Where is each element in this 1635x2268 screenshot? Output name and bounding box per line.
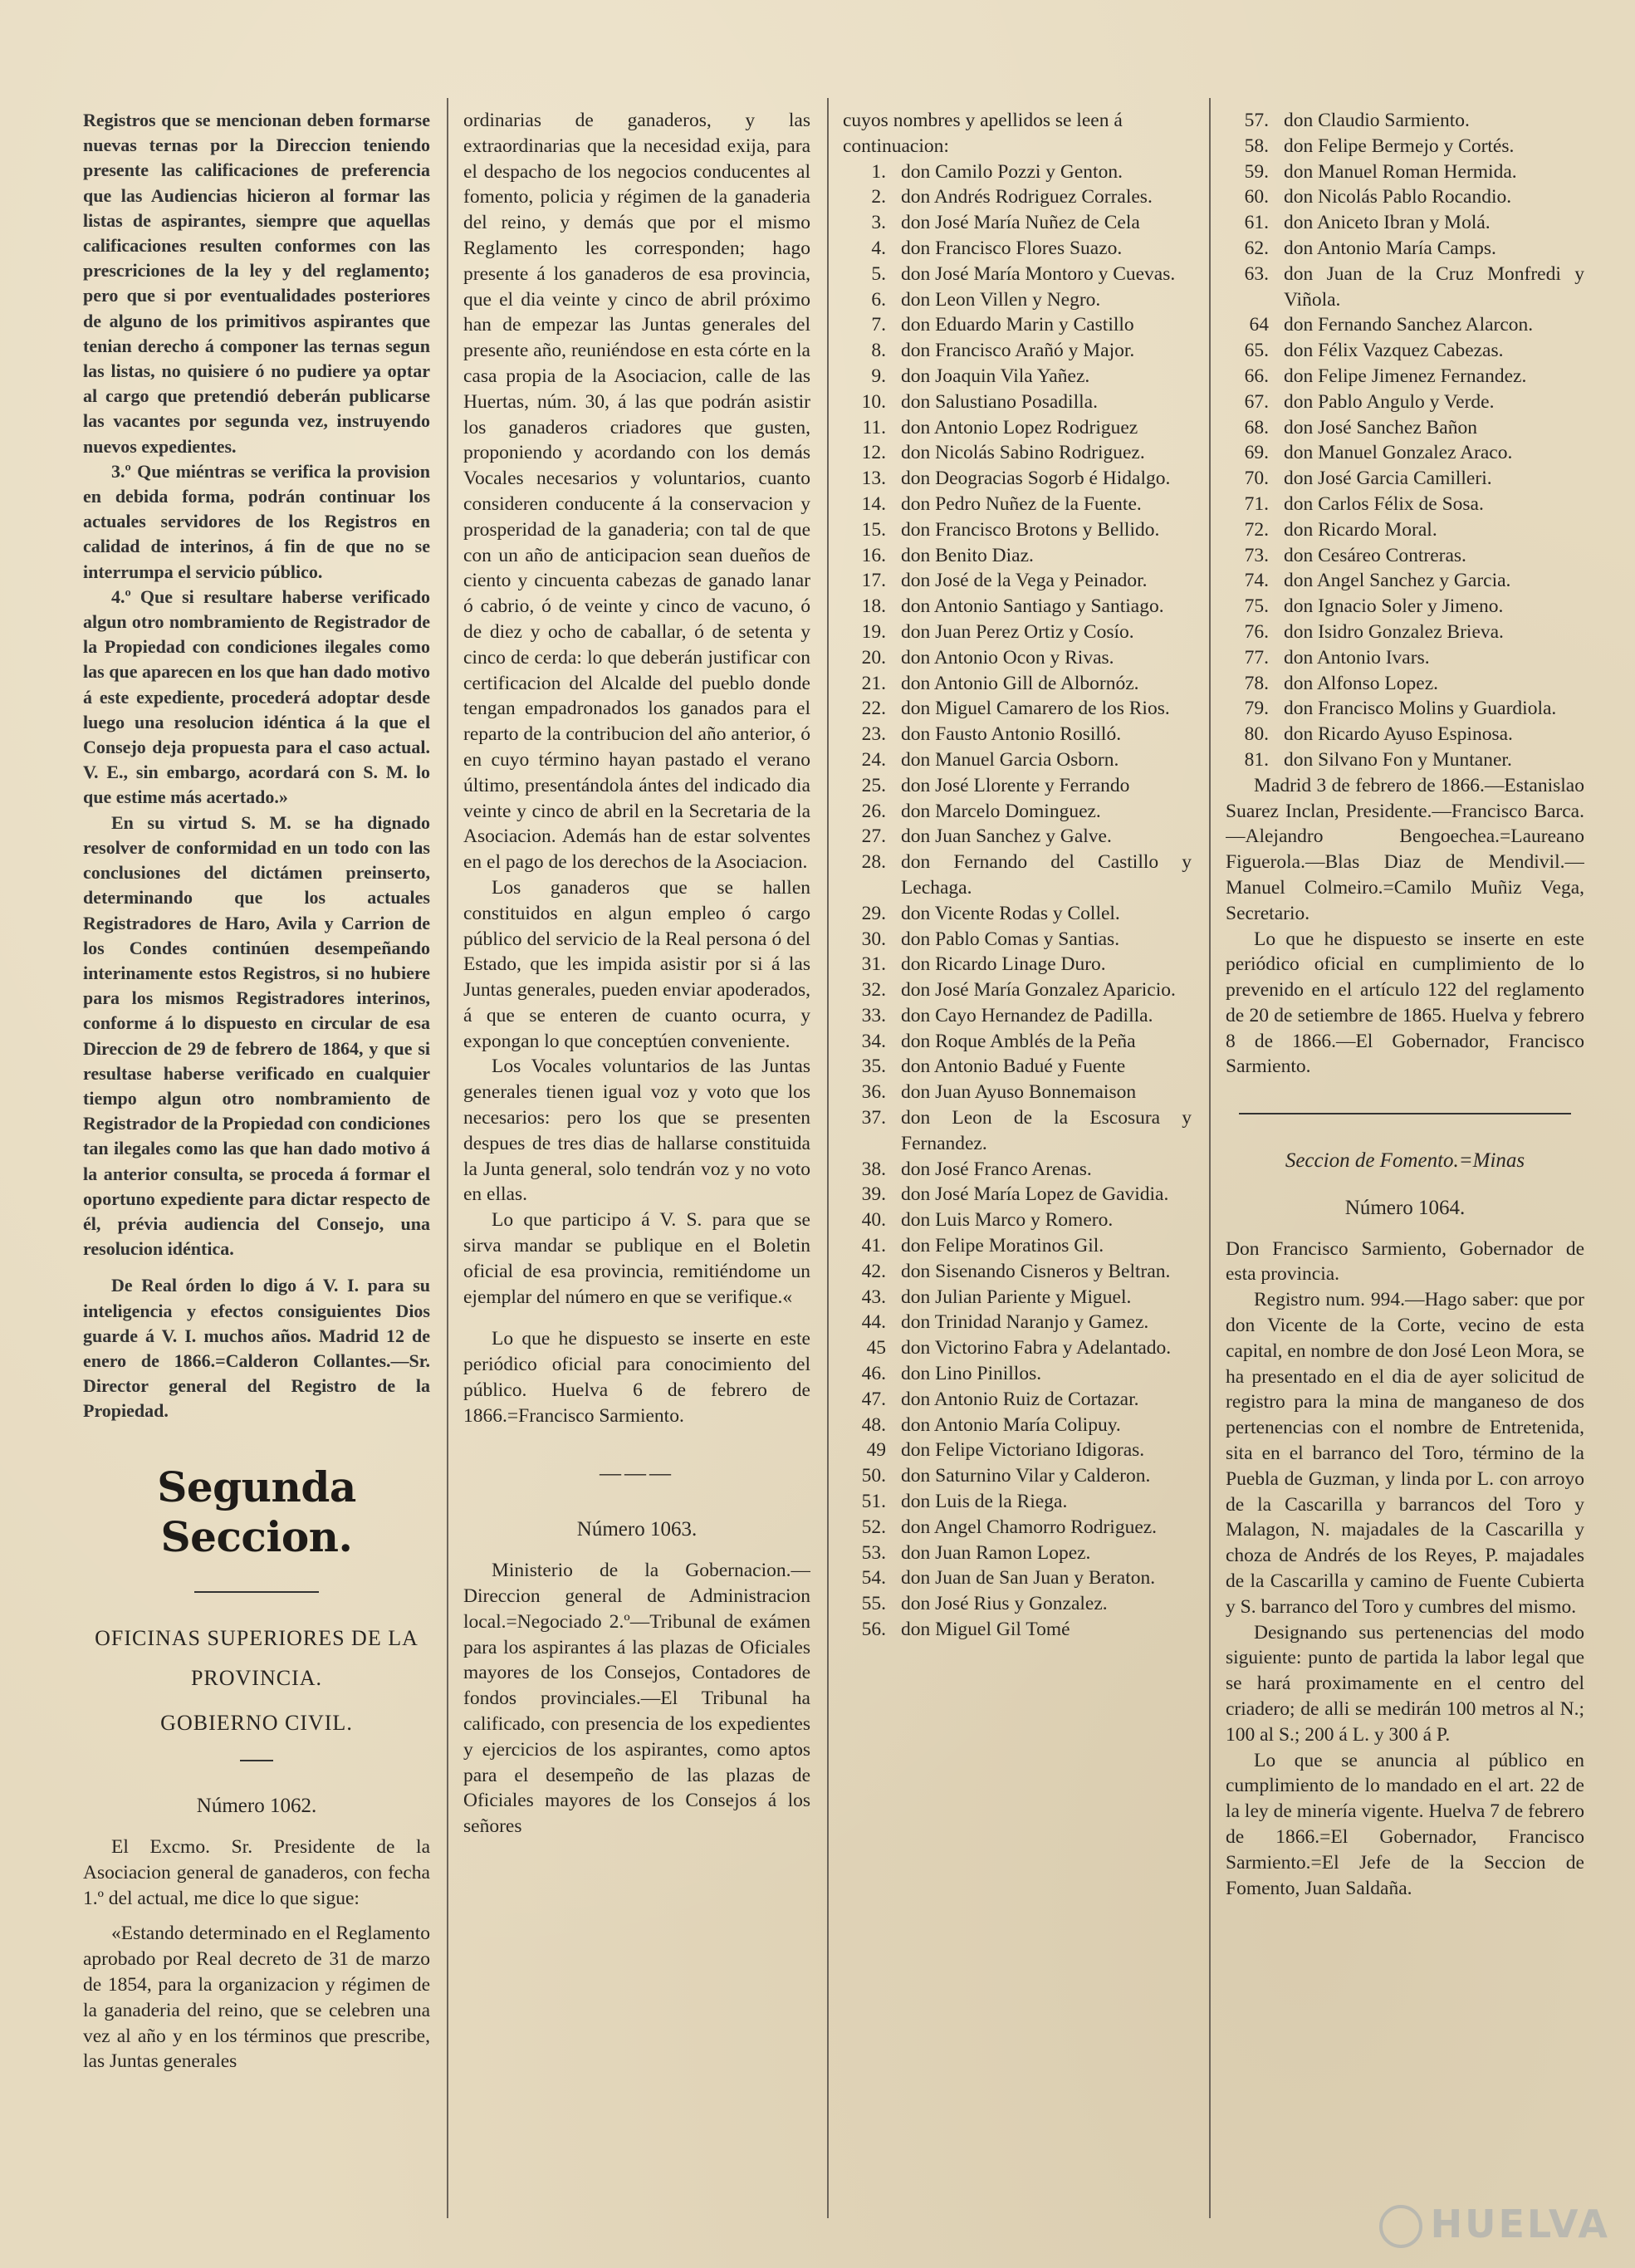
name-entry: [843, 1003, 1192, 1029]
name-entry: [843, 1617, 1192, 1643]
entry-number: 40.: [861, 1209, 886, 1232]
entry-number: 64: [1249, 314, 1269, 336]
entry-name: don José de la Vega y Peinador.: [901, 570, 1148, 592]
separator: ———: [600, 1460, 674, 1485]
name-entry: [1226, 671, 1584, 697]
entry-number: 50.: [861, 1465, 886, 1487]
entry-number: 43.: [861, 1286, 886, 1308]
paragraph: ordinarias de ganaderos, y las extraordinarias que la necesidad exija, para el despacho de los negocios conducentes al fomento, policia y régimen de la ganaderia del reino, y demás que por el mismo Reglamento les corresponden; hago presente á los ganaderos de esa provincia, que el dia veinte y cinco de abril próximo han de empezar las Juntas generales del presente año, reuniéndose en esta córte en la casa propia de la Asociacion, calle de las Huertas, núm. 30, á las que podrán asistir los ganaderos criadores que gusten, proponiendo y acordando con los demás Vocales necesarios y voluntarios, cuanto consideren conducente á la conservacion y prosperidad de la ganaderia; con tal de que con un año de anticipacion sean dueños de ciento y cincuenta cabezas de ganado lanar ó cabrio, ó de veinte y cinco de vacuno, ó de diez y ocho de caballar, ó de setenta y cinco de cerda: lo que deberán justificar con certificacion del Alcalde del pueblo donde tengan empadronados los ganados para el reparto de la contribucion del año anterior, ó en cuyo término hayan pastado el verano último, presentándola ántes del indicado dia veinte y cinco de abril en la Secretaria de la Asociacion. Además han de estar solventes en el pago de los derechos de la Asociacion.: [463, 110, 810, 874]
name-entry: [843, 1565, 1192, 1591]
name-entry: [843, 492, 1192, 517]
name-entry: [843, 312, 1192, 338]
entry-number: 1.: [871, 160, 886, 183]
name-entry: [843, 1233, 1192, 1259]
entry-number: 39.: [861, 1183, 886, 1206]
name-entry: [843, 620, 1192, 645]
entry-number: 44.: [861, 1311, 886, 1334]
name-entry: [843, 364, 1192, 389]
entry-name: don Benito Diaz.: [901, 544, 1034, 566]
entry-number: 60.: [1244, 186, 1269, 208]
name-entry: [1226, 722, 1584, 747]
entry-number: 37.: [861, 1107, 886, 1129]
entry-name: don Ricardo Ayuso Espinosa.: [1284, 723, 1513, 746]
entry-name: don Antonio María Colipuy.: [901, 1413, 1121, 1436]
paragraph: «Estando determinado en el Reglamento aprobado por Real decreto de 31 de marzo de 1854, para la organizacion y régimen de la ganaderia del reino, que se celebren una vez al año y en los términos que prescribe, las Juntas generales: [83, 1923, 430, 2073]
name-entry: [1226, 645, 1584, 671]
names-list: [1226, 108, 1584, 773]
office-heading: OFICINAS SUPERIORES DE LA: [95, 1626, 419, 1651]
entry-name: don Pablo Comas y Santias.: [901, 928, 1120, 950]
name-entry: [843, 1335, 1192, 1361]
entry-name: don Felipe Jimenez Fernandez.: [1284, 365, 1527, 387]
name-entry: [843, 184, 1192, 210]
entry-name: don Antonio Ocon y Rivas.: [901, 646, 1114, 669]
name-entry: [1226, 415, 1584, 441]
name-entry: [843, 1438, 1192, 1463]
section-title: Segunda Seccion.: [157, 1462, 356, 1561]
name-entry: [843, 415, 1192, 441]
entry-number: 56.: [861, 1619, 886, 1641]
entry-number: 72.: [1244, 518, 1269, 541]
entry-number: 19.: [861, 620, 886, 643]
name-entry: [1226, 236, 1584, 262]
entry-name: don Silvano Fon y Muntaner.: [1284, 748, 1512, 771]
name-entry: [1226, 568, 1584, 594]
ornament-divider: [1226, 1100, 1584, 1125]
paragraph: Los ganaderos que se hallen constituidos en algun empleo ó cargo público del servicio de la Real persona ó del Estado, que les impida asistir por si á las Juntas generales, pueden enviar apoderados, á que se enteren de cuanto ocurra, y expongan lo que conceptúen conveniente.: [463, 876, 810, 1052]
ornament-divider: [83, 1579, 430, 1604]
name-entry: [843, 850, 1192, 901]
entry-number: 38.: [861, 1158, 886, 1180]
entry-name: don José María Montoro y Cuevas.: [901, 262, 1176, 285]
column-rule: [827, 98, 829, 2218]
paragraph: 3.º Que miéntras se verifica la provision en debida forma, podrán continuar los actuales servidores de los Registros en calidad de interinos, á fin de que no se interrumpa el servicio público.: [83, 460, 430, 582]
name-entry: [843, 1182, 1192, 1207]
entry-name: don Juan Perez Ortiz y Cosío.: [901, 620, 1134, 643]
name-entry: [843, 1285, 1192, 1310]
entry-number: 23.: [861, 723, 886, 746]
entry-number: 13.: [861, 468, 886, 490]
entry-name: don Lino Pinillos.: [901, 1363, 1042, 1385]
entry-number: 55.: [861, 1593, 886, 1615]
name-entry: [1226, 134, 1584, 159]
entry-name: don Andrés Rodriguez Corrales.: [901, 186, 1153, 208]
watermark: [1379, 2202, 1610, 2249]
entry-number: 9.: [871, 365, 886, 387]
paragraph: Ministerio de la Gobernacion.—Direccion general de Administracion local.=Negociado 2.º—Tribunal de exámen para los aspirantes á las plazas de Oficiales mayores de los Consejos, Contadores de fondos provinciales.—El Tribunal ha calificado, con presencia de los expedientes y ejercicios de los aspirantes, como aptos para el desempeño de las plazas de Oficiales mayores de los Consejos á los señores: [463, 1560, 810, 1838]
entry-number: 12.: [861, 442, 886, 464]
entry-name: don Leon Villen y Negro.: [901, 288, 1101, 311]
entry-name: don Felipe Bermejo y Cortés.: [1284, 135, 1515, 157]
entry-name: don Trinidad Naranjo y Gamez.: [901, 1311, 1149, 1334]
entry-number: 41.: [861, 1235, 886, 1257]
names-list: [843, 159, 1192, 1643]
name-entry: [1226, 184, 1584, 210]
entry-name: don Camilo Pozzi y Genton.: [901, 160, 1123, 183]
name-entry: [843, 517, 1192, 543]
name-entry: [843, 159, 1192, 185]
name-entry: [1226, 517, 1584, 543]
entry-name: don Antonio Ivars.: [1284, 646, 1430, 669]
name-entry: [1226, 338, 1584, 364]
entry-name: don Joaquin Vila Yañez.: [901, 365, 1090, 387]
name-entry: [1226, 466, 1584, 492]
entry-name: don Juan de la Cruz Monfredi y Viñola.: [1284, 262, 1584, 311]
column-rule: [447, 98, 448, 2218]
name-entry: [843, 338, 1192, 364]
entry-number: 5.: [871, 262, 886, 285]
entry-name: don Ricardo Linage Duro.: [901, 953, 1106, 976]
entry-name: don Manuel Gonzalez Araco.: [1284, 442, 1513, 464]
entry-name: don Leon de la Escosura y Fernandez.: [901, 1107, 1192, 1154]
column-3: [843, 108, 1192, 2218]
paragraph: El Excmo. Sr. Presidente de la Asociacion general de ganaderos, con fecha 1.º del actual, me dice lo que sigue:: [83, 1835, 430, 1909]
entry-name: don Francisco Arañó y Major.: [901, 340, 1135, 362]
entry-name: don Antonio Gill de Albornóz.: [901, 672, 1139, 694]
name-entry: [1226, 594, 1584, 620]
name-entry: [843, 747, 1192, 773]
entry-name: don Nicolás Pablo Rocandio.: [1284, 186, 1512, 208]
name-entry: [1226, 312, 1584, 338]
entry-name: don Luis de la Riega.: [901, 1491, 1068, 1513]
paragraph: Designando sus pertenencias del modo siguiente: punto de partida la labor legal que se hará proximamente en el centro del criadero; de alli se medirán 100 metros al N.; 100 al S.; 200 á L. y 300 á P.: [1226, 1621, 1584, 1746]
entry-name: don Deogracias Sogorb é Hidalgo.: [901, 468, 1171, 490]
name-entry: [1226, 364, 1584, 389]
entry-name: don Vicente Rodas y Collel.: [901, 902, 1120, 924]
entry-name: don Felipe Moratinos Gil.: [901, 1235, 1104, 1257]
entry-name: don Saturnino Vilar y Calderon.: [901, 1465, 1151, 1487]
entry-number: 78.: [1244, 672, 1269, 694]
name-entry: [843, 262, 1192, 287]
entry-name: don Pablo Angulo y Verde.: [1284, 390, 1495, 413]
watermark-logo-icon: [1379, 2205, 1422, 2248]
paragraph: De Real órden lo digo á V. I. para su inteligencia y efectos consiguientes Dios guarde á V. I. muchos años. Madrid 12 de enero de 1866.=Calderon Collantes.—Sr. Director general del Registro de la Propiedad.: [83, 1275, 430, 1422]
name-entry: [843, 1541, 1192, 1566]
entry-number: 69.: [1244, 442, 1269, 464]
entry-name: don Juan Ayuso Bonnemaison: [901, 1081, 1137, 1104]
name-entry: [1226, 389, 1584, 415]
entry-name: don Félix Vazquez Cabezas.: [1284, 340, 1504, 362]
entry-name: don Miguel Gil Tomé: [901, 1619, 1070, 1641]
entry-number: 4.: [871, 237, 886, 259]
entry-number: 66.: [1244, 365, 1269, 387]
name-entry: [1226, 440, 1584, 466]
entry-name: don José Llorente y Ferrando: [901, 774, 1130, 796]
entry-name: don Marcelo Dominguez.: [901, 800, 1101, 822]
name-entry: [1226, 696, 1584, 722]
name-entry: [843, 287, 1192, 313]
name-entry: [843, 1259, 1192, 1285]
name-entry: [843, 722, 1192, 747]
entry-name: don Fernando del Castillo y Lechaga.: [901, 851, 1192, 899]
entry-number: 11.: [862, 416, 886, 438]
entry-name: don Pedro Nuñez de la Fuente.: [901, 492, 1142, 515]
entry-number: 45: [866, 1337, 886, 1359]
entry-name: don José Rius y Gonzalez.: [901, 1593, 1108, 1615]
entry-name: don Luis Marco y Romero.: [901, 1209, 1114, 1232]
entry-name: don Antonio Santiago y Santiago.: [901, 595, 1164, 618]
entry-name: don Francisco Brotons y Bellido.: [901, 518, 1160, 541]
entry-number: 30.: [861, 928, 886, 950]
entry-name: don Felipe Victoriano Idigoras.: [901, 1439, 1145, 1462]
name-entry: [843, 977, 1192, 1003]
entry-number: 70.: [1244, 468, 1269, 490]
paragraph: En su virtud S. M. se ha dignado resolver de conformidad en un todo con las conclusiones del dictámen preinserto, determinando que los actuales Registradores de Haro, Avila y Carrion de los Condes continúen desempeñando interinamente estos Registros, si no hubiere para los mismos Registradores interinos, conforme á lo dispuesto en circular de esa Direccion de 29 de febrero de 1864, y que si resultase haberse verificado en cualquier tiempo algun otro nombramiento de Registrador de la Propiedad con condiciones tan ilegales como las que han dado motivo á la anterior consulta, se proceda á formar el oportuno expediente para dictar respecto de él, prévia audiencia del Consejo, una resolucion idéntica.: [83, 811, 430, 1260]
entry-name: don José Garcia Camilleri.: [1284, 468, 1492, 490]
column-rule: [1209, 98, 1211, 2218]
name-entry: [843, 594, 1192, 620]
entry-name: don Roque Amblés de la Peña: [901, 1030, 1136, 1052]
paragraph: Lo que participo á V. S. para que se sirva mandar se publique en el Boletin oficial de esa provincia, remitiéndome un ejemplar del número en que se verifique.«: [463, 1209, 810, 1308]
entry-number: 36.: [861, 1081, 886, 1104]
name-entry: [843, 696, 1192, 722]
entry-number: 25.: [861, 774, 886, 796]
entry-number: 58.: [1244, 135, 1269, 157]
name-entry: [843, 1207, 1192, 1233]
name-entry: [1226, 108, 1584, 134]
entry-name: don Antonio María Camps.: [1284, 237, 1496, 259]
name-entry: [843, 1157, 1192, 1183]
entry-number: 74.: [1244, 570, 1269, 592]
entry-number: 24.: [861, 748, 886, 771]
entry-name: don Francisco Flores Suazo.: [901, 237, 1123, 259]
entry-name: don Ricardo Moral.: [1284, 518, 1437, 541]
paragraph: Lo que he dispuesto se inserte en este periódico oficial para conocimiento del público. Huelva 6 de febrero de 1866.=Francisco Sarmiento.: [463, 1328, 810, 1427]
name-entry: [1226, 159, 1584, 185]
entry-number: 32.: [861, 979, 886, 1002]
section-heading: Seccion de Fomento.=Minas: [1285, 1149, 1525, 1173]
entry-number: 47.: [861, 1388, 886, 1410]
entry-number: 16.: [861, 544, 886, 566]
paragraph: Lo que he dispuesto se inserte en este periódico oficial en cumplimiento de lo prevenido en el artículo 122 del reglamento de 20 de setiembre de 1865. Huelva y febrero 8 de 1866.—El Gobernador, Francisco Sarmiento.: [1226, 928, 1584, 1078]
entry-number: 27.: [861, 825, 886, 848]
name-entry: [843, 1489, 1192, 1515]
entry-name: don Miguel Camarero de los Rios.: [901, 698, 1170, 720]
name-entry: [843, 466, 1192, 492]
entry-number: 14.: [861, 492, 886, 515]
column-1: [83, 108, 430, 2218]
entry-number: 7.: [871, 314, 886, 336]
name-entry: [1226, 543, 1584, 569]
office-heading: PROVINCIA.: [190, 1666, 323, 1691]
paragraph: 4.º Que si resultare haberse verificado algun otro nombramiento de Registrador de la Propiedad con condiciones ilegales como las que aparecen en los que han dado motivo á este expediente, procederá adoptar desde luego una resolucion idéntica á la que el Consejo deja propuesta para el caso actual. V. E., sin embargo, acordará con S. M. lo que estime más acertado.»: [83, 585, 430, 808]
entry-number: 77.: [1244, 646, 1269, 669]
entry-name: don Fausto Antonio Rosilló.: [901, 723, 1122, 746]
name-entry: [843, 1413, 1192, 1438]
entry-name: don Juan Sanchez y Galve.: [901, 825, 1112, 848]
entry-name: don Antonio Lopez Rodriguez: [901, 416, 1138, 438]
watermark-text: HUELVA: [1430, 2201, 1610, 2246]
entry-name: don Nicolás Sabino Rodriguez.: [901, 442, 1145, 464]
paragraph: Registros que se mencionan deben formarse nuevas ternas por la Direccion teniendo presente las calificaciones de preferencia que las Audiencias hicieron al formar las listas de aspirantes, siempre que aquellas calificaciones resulten conformes con las prescriciones de la ley y del reglamento; pero que si por eventualidades posteriores de alguno de los primitivos aspirantes que tenian derecho á componer las ternas segun las listas, no quisiere ó no pudiere ya optar al cargo que pretendió deberán publicarse las vacantes por segunda vez, instruyendo nuevos expedientes.: [83, 110, 430, 457]
entry-number: 81.: [1244, 748, 1269, 771]
entry-name: don Alfonso Lopez.: [1284, 672, 1439, 694]
name-entry: [843, 440, 1192, 466]
entry-name: don Fernando Sanchez Alarcon.: [1284, 314, 1534, 336]
name-entry: [1226, 747, 1584, 773]
entry-name: don Cayo Hernandez de Padilla.: [901, 1004, 1153, 1026]
paragraph: Los Vocales voluntarios de las Juntas generales tienen igual voz y voto que los necesarios: pero los que se presenten despues de tres dias de hallarse constituida la Junta general, solo tendrán voz y no voto en ellas.: [463, 1056, 810, 1206]
name-entry: [843, 1310, 1192, 1335]
name-entry: [843, 671, 1192, 697]
column-4: [1226, 108, 1584, 2218]
notice-number: Número 1062.: [196, 1795, 317, 1818]
name-entry: [843, 236, 1192, 262]
name-entry: [843, 1515, 1192, 1541]
name-entry: [843, 773, 1192, 799]
entry-number: 2.: [871, 186, 886, 208]
name-entry: [843, 927, 1192, 953]
entry-number: 20.: [861, 646, 886, 669]
paragraph: Don Francisco Sarmiento, Gobernador de esta provincia.: [1226, 1237, 1584, 1286]
entry-name: don José María Lopez de Gavidia.: [901, 1183, 1169, 1206]
entry-number: 57.: [1244, 110, 1269, 131]
entry-number: 6.: [871, 288, 886, 311]
entry-number: 42.: [861, 1260, 886, 1282]
paragraph: Registro num. 994.—Hago saber: que por don Vicente de la Corte, vecino de esta capital, en nombre de don José Leon Mora, se ha presentado en el dia de ayer solicitud de registro para la mina de manganeso de dos pertenencias con el nombre de Entretenida, sita en el barranco del Toro, término de la Puebla de Guzman, y linda por L. con arroyo de la Cascarilla y barrancos del Toro y Malagon, N. majadales de la Cascarilla y choza de Andrés de los Reyes, P. majadales de la Cascarilla y camino de Fuente Cubierta y S. barranco del Toro y cumbres del mismo.: [1226, 1289, 1584, 1618]
entry-number: 28.: [861, 851, 886, 874]
name-entry: [843, 1105, 1192, 1157]
name-entry: [843, 901, 1192, 927]
entry-number: 49: [866, 1439, 886, 1462]
entry-number: 34.: [861, 1030, 886, 1052]
entry-number: 76.: [1244, 620, 1269, 643]
entry-name: don Francisco Molins y Guardiola.: [1284, 698, 1557, 720]
name-entry: [843, 1387, 1192, 1413]
entry-number: 21.: [861, 672, 886, 694]
entry-name: don Claudio Sarmiento.: [1284, 110, 1470, 131]
name-entry: [843, 1591, 1192, 1617]
entry-name: don Angel Sanchez y Garcia.: [1284, 570, 1511, 592]
entry-number: 3.: [871, 212, 886, 234]
name-entry: [843, 645, 1192, 671]
name-entry: [1226, 262, 1584, 313]
entry-number: 52.: [861, 1516, 886, 1538]
entry-name: don José Sanchez Bañon: [1284, 416, 1477, 438]
entry-number: 10.: [861, 390, 886, 413]
entry-number: 26.: [861, 800, 886, 822]
entry-number: 79.: [1244, 698, 1269, 720]
entry-number: 51.: [861, 1491, 886, 1513]
entry-name: don Manuel Garcia Osborn.: [901, 748, 1119, 771]
entry-number: 46.: [861, 1363, 886, 1385]
entry-name: don Julian Pariente y Miguel.: [901, 1286, 1132, 1308]
entry-number: 8.: [871, 340, 886, 362]
name-entry: [1226, 620, 1584, 645]
paragraph: Lo que se anuncia al público en cumplimiento de lo mandado en el art. 22 de la ley de minería vigente. Huelva 7 de febrero de 1866.=El Gobernador, Francisco Sarmiento.=El Jefe de la Seccion de Fomento, Juan Saldaña.: [1226, 1749, 1584, 1899]
entry-number: 62.: [1244, 237, 1269, 259]
entry-number: 67.: [1244, 390, 1269, 413]
name-entry: [843, 1361, 1192, 1387]
entry-number: 54.: [861, 1567, 886, 1590]
name-entry: [843, 1054, 1192, 1080]
paragraph: cuyos nombres y apellidos se leen á continuacion:: [843, 110, 1123, 157]
entry-name: don Juan de San Juan y Beraton.: [901, 1567, 1156, 1590]
entry-number: 63.: [1244, 262, 1269, 285]
entry-number: 53.: [861, 1541, 886, 1564]
name-entry: [843, 1080, 1192, 1105]
entry-name: don Juan Ramon Lopez.: [901, 1541, 1091, 1564]
name-entry: [843, 389, 1192, 415]
name-entry: [843, 1463, 1192, 1489]
entry-name: don Antonio Ruiz de Cortazar.: [901, 1388, 1139, 1410]
entry-name: don José Franco Arenas.: [901, 1158, 1092, 1180]
entry-number: 61.: [1244, 212, 1269, 234]
entry-name: don Eduardo Marin y Castillo: [901, 314, 1134, 336]
entry-number: 75.: [1244, 595, 1269, 618]
entry-number: 68.: [1244, 416, 1269, 438]
name-entry: [843, 543, 1192, 569]
name-entry: [843, 799, 1192, 825]
entry-name: don José María Gonzalez Aparicio.: [901, 979, 1176, 1002]
name-entry: [843, 952, 1192, 977]
entry-number: 71.: [1244, 492, 1269, 515]
entry-number: 35.: [861, 1056, 886, 1078]
entry-number: 33.: [861, 1004, 886, 1026]
name-entry: [843, 824, 1192, 850]
entry-name: don José María Nuñez de Cela: [901, 212, 1140, 234]
entry-number: 31.: [861, 953, 886, 976]
entry-name: don Antonio Badué y Fuente: [901, 1056, 1126, 1078]
entry-name: don Aniceto Ibran y Molá.: [1284, 212, 1491, 234]
paragraph: Madrid 3 de febrero de 1866.—Estanislao Suarez Inclan, Presidente.—Francisco Barca.—Alejandro Bengoechea.=Laureano Figuerola.—Blas Diaz de Mendivil.—Manuel Colmeiro.=Camilo Muñiz Vega, Secretario.: [1226, 774, 1584, 924]
entry-number: 18.: [861, 595, 886, 618]
name-entry: [1226, 210, 1584, 236]
entry-number: 80.: [1244, 723, 1269, 746]
entry-number: 17.: [861, 570, 886, 592]
entry-number: 15.: [861, 518, 886, 541]
entry-name: don Victorino Fabra y Adelantado.: [901, 1337, 1172, 1359]
entry-number: 29.: [861, 902, 886, 924]
entry-number: 73.: [1244, 544, 1269, 566]
entry-name: don Salustiano Posadilla.: [901, 390, 1098, 413]
entry-name: don Sisenando Cisneros y Beltran.: [901, 1260, 1171, 1282]
entry-number: 48.: [861, 1413, 886, 1436]
entry-name: don Carlos Félix de Sosa.: [1284, 492, 1484, 515]
entry-number: 65.: [1244, 340, 1269, 362]
entry-number: 22.: [861, 698, 886, 720]
entry-name: don Manuel Roman Hermida.: [1284, 160, 1517, 183]
name-entry: [843, 210, 1192, 236]
entry-name: don Angel Chamorro Rodriguez.: [901, 1516, 1158, 1538]
entry-name: don Ignacio Soler y Jimeno.: [1284, 595, 1504, 618]
government-heading: GOBIERNO CIVIL.: [160, 1711, 353, 1736]
name-entry: [843, 1029, 1192, 1055]
entry-name: don Cesáreo Contreras.: [1284, 544, 1466, 566]
name-entry: [843, 568, 1192, 594]
name-entry: [1226, 492, 1584, 517]
ornament-divider: [83, 1746, 430, 1772]
column-2: [463, 108, 810, 2218]
entry-name: don Isidro Gonzalez Brieva.: [1284, 620, 1504, 643]
notice-number: Número 1064.: [1344, 1196, 1466, 1219]
entry-number: 59.: [1244, 160, 1269, 183]
notice-number: Número 1063.: [576, 1518, 698, 1541]
